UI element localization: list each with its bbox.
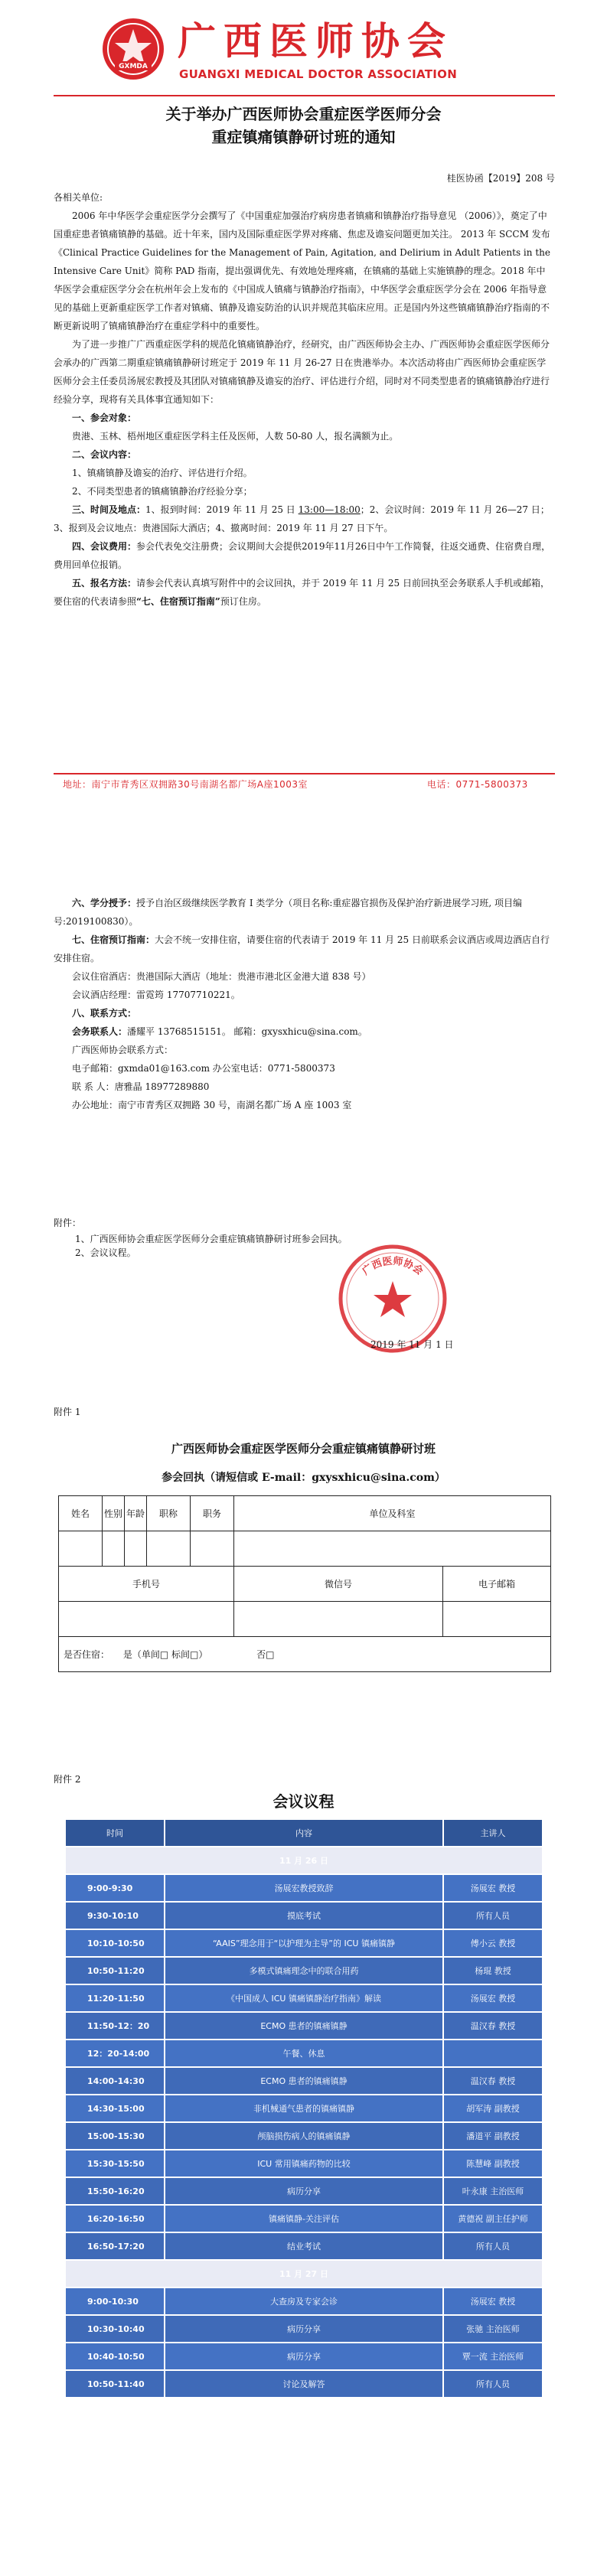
stay-yes-option[interactable]: 是（单间□ 标间□） [122,1649,208,1660]
attendees-text: 贵港、玉林、梧州地区重症医学科主任及医师，人数 50-80 人，报名满额为止。 [72,431,399,442]
agenda-content: 讨论及解答 [165,2371,442,2397]
intro-paragraph: 2006 年中华医学会重症医学分会撰写了《中国重症加强治疗病房患者镇痛和镇静治疗指导意见 （2006）》，奠定了中国重症患者镇痛镇静的基础。近十年来，国内及国际重症医学界对疼痛、焦虑及谵妄问题更加关注。 2013 年 SCCM 发布《Clinical Practice Guidelines for the Management of Pain, Agitation, and Delirium in Adult Patients in the Intensive Care Unit》简称 PAD 指南，提出强调优先、有效地处理疼痛，在镇痛的基础上实施镇静的理念。2018 年中华医学会重症医学分会在杭州年会上发布的《中国成人镇痛与镇静治疗指南》，中华医学会重症医学分会在 2006 年指导意见的基础上更新重症医学工作者对镇痛、镇静及谵妄防治的认识并规范其临床应用。正是国内外这些镇痛镇静治疗指南的不断更新说明了镇痛镇静治疗在重症学科中的重要性。 [54,210,550,331]
agenda-row [66,2206,542,2232]
section-heading: 一、参会对象： [72,412,137,423]
agenda-row [66,1875,542,1901]
agenda-content: 《中国成人 ICU 镇痛镇静治疗指南》解读 [165,1985,442,2011]
section-heading: 八、联系方式： [72,1008,137,1019]
input-cell[interactable] [234,1531,551,1567]
agenda-host: 覃一流 主治医师 [444,2343,542,2369]
agenda-host: 所有人员 [444,2371,542,2397]
attachments [54,1214,551,1260]
input-cell[interactable] [443,1602,551,1637]
agenda-host: 汤展宏 教授 [444,1875,542,1901]
section-contact [54,1004,551,1022]
section-heading: 七、住宿预订指南： [72,934,155,945]
lodging-guide-ref: “七、住宿预订指南” [136,596,220,607]
agenda-host: 张驰 主治医师 [444,2316,542,2342]
section-content [54,445,551,464]
agenda-content: 镇痛镇静-关注评估 [165,2206,442,2232]
header-divider [54,95,555,96]
col-name: 姓名 [59,1496,103,1531]
attachments-label: 附件： [54,1218,82,1228]
agenda-time: 11:20-11:50 [66,1985,164,2011]
doc-title [0,103,607,148]
attachment-item: 2、会议议程。 [75,1247,136,1258]
assoc-email: 电子邮箱：gxmda01@163.com 办公室电话：0771-5800373 [72,1063,335,1074]
contact-label: 会务联系人： [72,1026,128,1037]
section-heading: 六、学分授予： [72,898,137,908]
doc-body-continued [54,894,551,1114]
agenda-row [66,2371,542,2397]
agenda-day-label: 11 月 26 日 [66,1847,542,1873]
agenda-time: 9:30-10:10 [66,1903,164,1929]
agenda-time: 11:50-12：20 [66,2013,164,2039]
agenda-content: “AAIS”理念用于“以护理为主导”的 ICU 镇痛镇静 [165,1930,442,1956]
input-cell[interactable] [191,1531,234,1567]
fees-text: 参会代表免交注册费；会议期间大会提供2019年11月26日中午工作简餐，往返交通费、住宿费自理，费用回单位报销。 [54,541,551,570]
agenda-content: 病历分享 [165,2316,442,2342]
doc-body [54,188,551,611]
form-subtitle: 参会回执（请短信或 E-mail：gxysxhicu@sina.com） [162,1472,445,1484]
col-age: 年龄 [125,1496,147,1531]
input-cell[interactable] [59,1602,234,1637]
agenda-host: 所有人员 [444,2233,542,2259]
hotel-contact: 会议酒店经理：雷霓筠 17707710221。 [72,990,240,1000]
attachment1-tag: 附件 1 [54,1407,81,1417]
doc-title-line1: 关于举办广西医师协会重症医学医师分会 [165,105,442,123]
attachment2-tag: 附件 2 [54,1774,81,1785]
assoc-person: 联 系 人：唐雅晶 18977289880 [72,1081,210,1092]
agenda-time: 14:00-14:30 [66,2068,164,2094]
agenda-host: 汤展宏 教授 [444,1985,542,2011]
col-wechat: 微信号 [234,1567,443,1602]
agenda-time: 9:00-9:30 [66,1875,164,1901]
credits-text: 授予自治区级继续医学教育 I 类学分（项目名称:重症器官损伤及保护治疗新进展学习班, 项目编号:2019100830）。 [54,898,523,927]
agenda-time: 12：20-14:00 [66,2040,164,2066]
agenda-content: 病历分享 [165,2343,442,2369]
time-text: 1、报到时间：2019 年 11 月 25 日 [145,504,299,515]
agenda-content: 非机械通气患者的镇痛镇静 [165,2095,442,2121]
agenda-row [66,2150,542,2177]
agenda-time: 10:50-11:20 [66,1958,164,1984]
agenda-col-content: 内容 [165,1820,442,1846]
input-cell[interactable] [234,1602,443,1637]
agenda-content: ECMO 患者的镇痛镇静 [165,2068,442,2094]
registration-tail: 预订住房。 [220,596,266,607]
agenda-content: 汤展宏教授致辞 [165,1875,442,1901]
section-heading: 二、会议内容： [72,449,137,460]
registration-form [58,1495,551,1672]
agenda-row [66,2316,542,2342]
doc-number: 桂医协函【2019】208 号 [446,173,555,184]
content-item: 1、镇痛镇静及谵妄的治疗、评估进行介绍。 [72,468,253,478]
agenda-content: ICU 常用镇痛药物的比较 [165,2150,442,2177]
input-cell[interactable] [147,1531,191,1567]
salutation: 各相关单位: [54,192,103,203]
footer-divider [54,773,555,774]
agenda-row [66,1958,542,1984]
content-item: 2、不同类型患者的镇痛镇静治疗经验分享； [72,486,253,497]
agenda-row [66,2068,542,2094]
registration-text: 请参会代表认真填写附件中的会议回执，并于 2019 年 11 月 25 日前回执至会务联系人手机或邮箱，要住宿的代表请参照 [54,578,550,607]
agenda-time: 15:00-15:30 [66,2123,164,2149]
association-logo [101,17,165,81]
col-title: 职称 [147,1496,191,1531]
attachment-item: 1、广西医师协会重症医学医师分会重症镇痛镇静研讨班参会回执。 [75,1234,348,1244]
agenda-host: 所有人员 [444,1903,542,1929]
agenda-time: 10:40-10:50 [66,2343,164,2369]
agenda-row [66,2095,542,2121]
footer-phone: 电话：0771-5800373 [427,779,528,790]
footer-address: 地址：南宁市青秀区双拥路30号南湖名都广场A座1003室 [63,779,308,790]
stay-label: 是否住宿： [64,1649,110,1660]
agenda-host: 傅小云 教授 [444,1930,542,1956]
stay-no-option[interactable]: 否□ [256,1649,275,1660]
agenda-host: 黄德祝 副主任护师 [444,2206,542,2232]
agenda-col-host: 主讲人 [444,1820,542,1846]
agenda-row [66,2233,542,2259]
agenda-header-row [66,1820,542,1846]
agenda-row [66,1985,542,2011]
agenda-time: 10:50-11:40 [66,2371,164,2397]
section-credits [54,894,551,931]
agenda-day-label: 11 月 27 日 [66,2261,542,2287]
agenda-time: 15:30-15:50 [66,2150,164,2177]
agenda-row [66,2178,542,2204]
col-sex: 性别 [103,1496,125,1531]
svg-text:广西医师协会 [360,1255,426,1278]
seal-text: 广西医师协会 [360,1255,426,1278]
section-heading: 四、会议费用： [72,541,137,552]
time-text-rest: ；2、会议时间：2019 年 11 月 26—27 日；3、报到及会议地点：贵港国际大酒店；4、撤离时间：2019 年 11 月 27 日下午。 [54,504,550,533]
agenda-row [66,2123,542,2149]
agenda-content: 大查房及专家会诊 [165,2288,442,2314]
agenda-content: 多模式镇痛理念中的联合用药 [165,1958,442,1984]
input-cell[interactable] [103,1531,125,1567]
agenda-time: 10:30-10:40 [66,2316,164,2342]
agenda-col-time: 时间 [66,1820,164,1846]
agenda-time: 16:20-16:50 [66,2206,164,2232]
lodging-text: 大会不统一安排住宿，请要住宿的代表请于 2019 年 11 月 25 日前联系会议酒店或周边酒店自行安排住宿。 [54,934,550,964]
section-heading: 五、报名方法： [72,578,137,589]
input-cell[interactable] [59,1531,103,1567]
agenda-row [66,2343,542,2369]
contact-body: 潘耀平 13768515151。 邮箱：gxysxhicu@sina.com。 [127,1026,367,1037]
agenda-day-row [66,2261,542,2287]
agenda-content: 午餐、休息 [165,2040,442,2066]
agenda-time: 16:50-17:20 [66,2233,164,2259]
agenda-host: 胡军涛 副教授 [444,2095,542,2121]
agenda-time: 10:10-10:50 [66,1930,164,1956]
assoc-address: 办公地址：南宁市青秀区双拥路 30 号，南湖名都广场 A 座 1003 室 [72,1100,352,1110]
agenda-table [64,1818,543,2398]
org-name-cn: 广西医师协会 [178,18,453,64]
letterhead [92,17,521,90]
agenda-time: 14:30-15:00 [66,2095,164,2121]
form-title: 广西医师协会重症医学医师分会重症镇痛镇静研讨班 [171,1442,436,1456]
agenda-host: 叶永康 主治医师 [444,2178,542,2204]
agenda-row [66,1930,542,1956]
input-cell[interactable] [125,1531,147,1567]
agenda-content: ECMO 患者的镇痛镇静 [165,2013,442,2039]
agenda-content: 病历分享 [165,2178,442,2204]
section-attendees [54,409,551,427]
stay-row [59,1637,551,1672]
agenda-time: 15:50-16:20 [66,2178,164,2204]
agenda-title: 会议议程 [272,1792,335,1811]
agenda-host: 陈慧峰 副教授 [444,2150,542,2177]
section-lodging [54,931,551,967]
agenda-time: 9:00-10:30 [66,2288,164,2314]
sign-date: 2019 年 11 月 1 日 [370,1339,454,1350]
col-email: 电子邮箱 [443,1567,551,1602]
agenda-row [66,1903,542,1929]
agenda-host: 温汉春 教授 [444,2068,542,2094]
purpose-paragraph: 为了进一步推广广西重症医学科的规范化镇痛镇静治疗，经研究，由广西医师协会主办、广西医师协会重症医学医师分会承办的广西第二期重症镇痛镇静研讨班定于 2019 年 11 月 26-27 日在贵港举办。本次活动将由广西医师协会重症医学医师分会主任委员汤展宏教授及其团队对镇痛镇静及谵妄的治疗、评估进行介绍，同时对不同类型患者的镇痛镇静治疗进行经验分享，现将有关具体事宜通知如下： [54,339,550,405]
agenda-host: 汤展宏 教授 [444,2288,542,2314]
agenda-host: 潘道平 副教授 [444,2123,542,2149]
agenda-day-row [66,1847,542,1873]
doc-title-line2: 重症镇痛镇静研讨班的通知 [211,128,396,146]
agenda-row [66,2040,542,2066]
assoc-contact-heading: 广西医师协会联系方式： [72,1045,174,1055]
agenda-host [444,2040,542,2066]
agenda-content: 结业考试 [165,2233,442,2259]
agenda-content: 颅脑损伤病人的镇痛镇静 [165,2123,442,2149]
section-fees [54,537,551,574]
hotel-line: 会议住宿酒店：贵港国际大酒店（地址：贵港市港北区金港大道 838 号） [72,971,371,982]
section-time-place [54,501,551,537]
agenda-row [66,2288,542,2314]
col-post: 职务 [191,1496,234,1531]
checkin-time: 13:00—18:00 [298,504,361,515]
col-unit: 单位及科室 [234,1496,551,1531]
section-registration [54,574,551,611]
org-name-en: GUANGXI MEDICAL DOCTOR ASSOCIATION [179,67,458,81]
agenda-host: 温汉春 教授 [444,2013,542,2039]
contact-line [54,1022,551,1041]
agenda-host: 杨琨 教授 [444,1958,542,1984]
section-heading: 三、时间及地点： [72,504,146,515]
agenda-row [66,2013,542,2039]
agenda-content: 摸底考试 [165,1903,442,1929]
logo-abbreviation: GXMDA [119,63,148,70]
col-phone: 手机号 [59,1567,234,1602]
